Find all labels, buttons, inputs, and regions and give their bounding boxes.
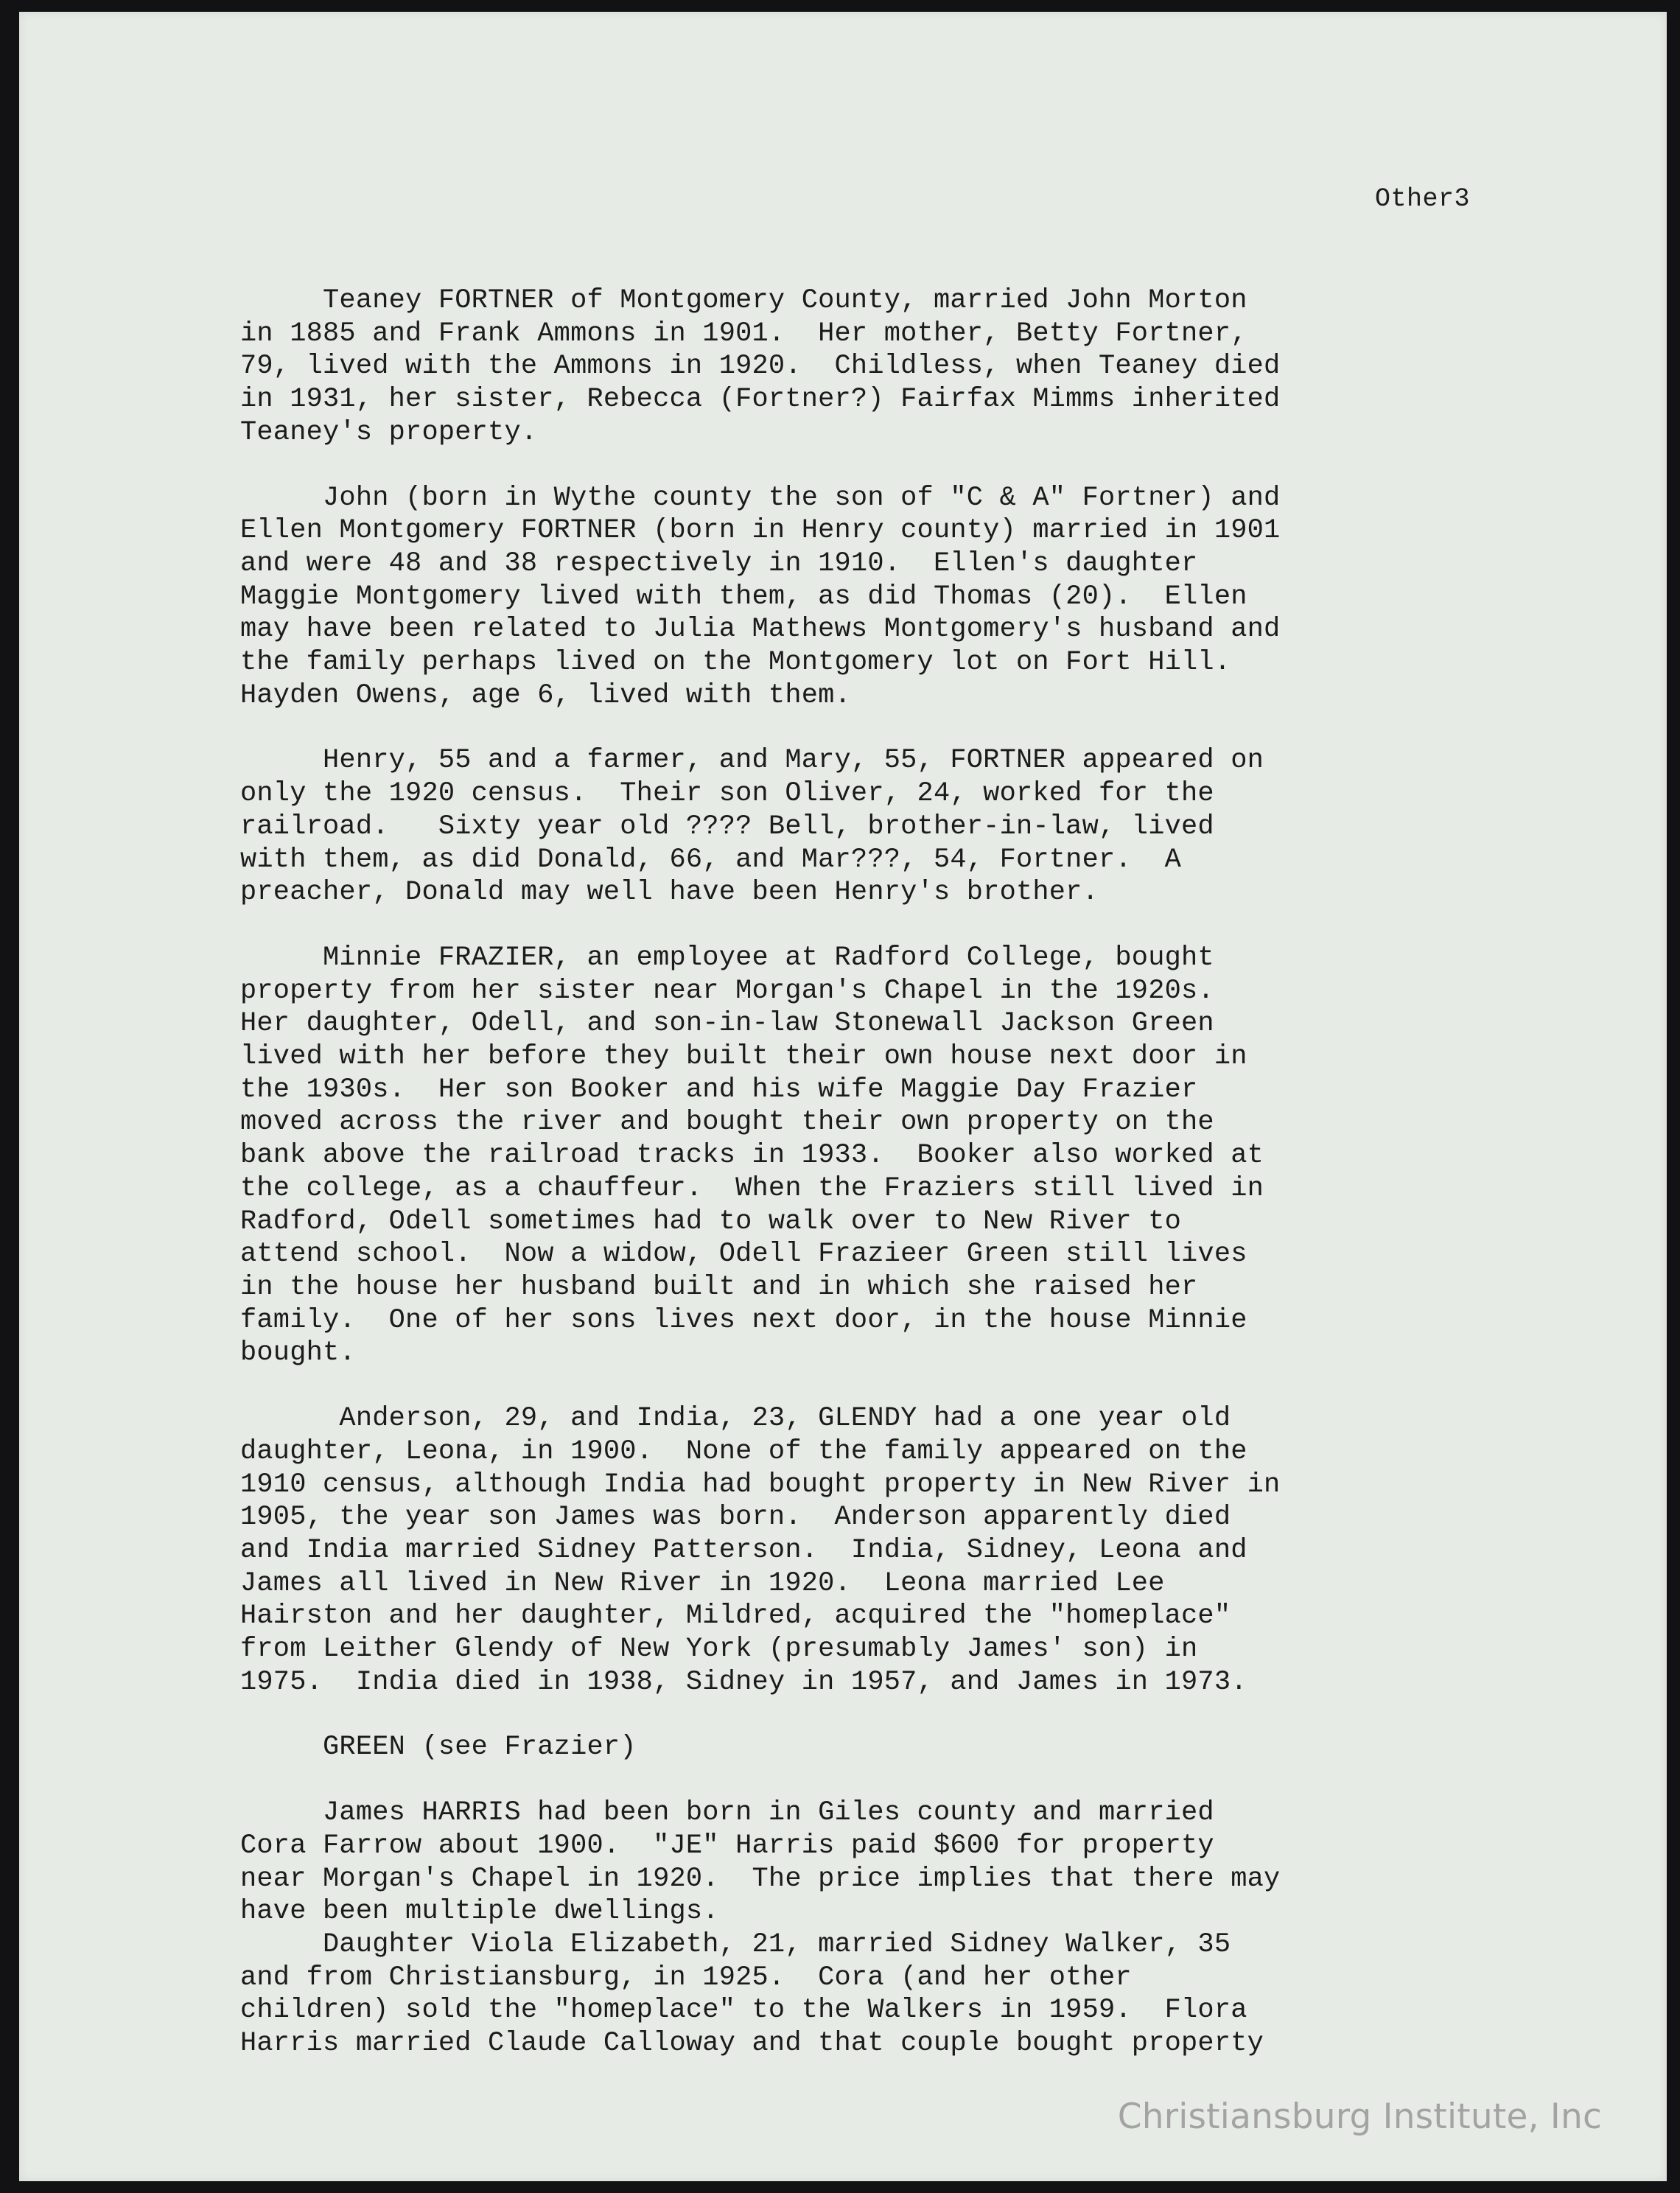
text-line: only the 1920 census. Their son Oliver, 24, worked for the xyxy=(240,778,1214,810)
text-line: and were 48 and 38 respectively in 1910. Ellen's daughter xyxy=(240,548,1198,579)
text-line: from Leither Glendy of New York (presumably James' son) in xyxy=(240,1634,1198,1665)
text-line: Her daughter, Odell, and son-in-law Stonewall Jackson Green xyxy=(240,1008,1214,1040)
text-line: James HARRIS had been born in Giles county and married xyxy=(240,1797,1214,1829)
paragraph-fortner-john-ellen xyxy=(240,482,1508,713)
text-line: Cora Farrow about 1900. "JE" Harris paid $600 for property xyxy=(240,1830,1214,1861)
paragraph-fortner-teaney xyxy=(240,284,1508,450)
text-line: 79, lived with the Ammons in 1920. Childless, when Teaney died xyxy=(240,351,1281,382)
text-line: Hairston and her daughter, Mildred, acquired the "homeplace" xyxy=(240,1601,1231,1632)
text-line: near Morgan's Chapel in 1920. The price implies that there may xyxy=(240,1863,1281,1895)
text-line: the college, as a chauffeur. When the Fraziers still lived in xyxy=(240,1172,1264,1204)
text-line: Teaney's property. xyxy=(240,416,538,448)
text-line: 1905, the year son James was born. Anderson apparently died xyxy=(240,1502,1231,1533)
page-reference: Other3 xyxy=(1375,184,1471,214)
text-line: GREEN (see Frazier) xyxy=(240,1732,637,1763)
text-line: in 1885 and Frank Ammons in 1901. Her mother, Betty Fortner, xyxy=(240,318,1247,349)
text-line: daughter, Leona, in 1900. None of the family appeared on the xyxy=(240,1435,1247,1467)
text-line: and from Christiansburg, in 1925. Cora (and her other xyxy=(240,1962,1132,1993)
paragraph-fortner-henry-mary xyxy=(240,744,1508,909)
paragraph-glendy xyxy=(240,1402,1508,1699)
text-line: James all lived in New River in 1920. Leona married Lee xyxy=(240,1567,1165,1599)
text-line: Ellen Montgomery FORTNER (born in Henry county) married in 1901 xyxy=(240,515,1281,547)
watermark: Christiansburg Institute, Inc xyxy=(1117,2096,1602,2137)
text-line: Hayden Owens, age 6, lived with them. xyxy=(240,679,851,711)
text-line: and India married Sidney Patterson. India, Sidney, Leona and xyxy=(240,1534,1247,1566)
text-line: 1910 census, although India had bought property in New River in xyxy=(240,1469,1281,1500)
text-line: John (born in Wythe county the son of "C & A" Fortner) and xyxy=(240,482,1281,514)
text-line: bank above the railroad tracks in 1933. Booker also worked at xyxy=(240,1140,1264,1172)
text-line: attend school. Now a widow, Odell Frazieer Green still lives xyxy=(240,1239,1247,1270)
document-body xyxy=(240,284,1508,2060)
text-line: moved across the river and bought their own property on the xyxy=(240,1107,1214,1139)
text-line: family. One of her sons lives next door, in the house Minnie xyxy=(240,1304,1247,1336)
text-line: the 1930s. Her son Booker and his wife Maggie Day Frazier xyxy=(240,1074,1198,1105)
text-line: Minnie FRAZIER, an employee at Radford College, bought xyxy=(240,942,1214,973)
text-line: in the house her husband built and in which she raised her xyxy=(240,1271,1198,1303)
text-line: Radford, Odell sometimes had to walk over to New River to xyxy=(240,1206,1182,1237)
paragraph-green xyxy=(240,1731,1508,1764)
text-line: the family perhaps lived on the Montgomery lot on Fort Hill. xyxy=(240,647,1231,679)
text-line: Henry, 55 and a farmer, and Mary, 55, FORTNER appeared on xyxy=(240,745,1264,777)
text-line: lived with her before they built their own house next door in xyxy=(240,1041,1247,1073)
text-line: property from her sister near Morgan's Chapel in the 1920s. xyxy=(240,975,1214,1007)
text-line: Maggie Montgomery lived with them, as did Thomas (20). Ellen xyxy=(240,581,1247,612)
text-line: bought. xyxy=(240,1337,356,1369)
text-line: Harris married Claude Calloway and that couple bought property xyxy=(240,2028,1264,2060)
text-line: with them, as did Donald, 66, and Mar???, 54, Fortner. A xyxy=(240,844,1182,875)
paragraph-harris xyxy=(240,1797,1508,2060)
text-line: railroad. Sixty year old ???? Bell, brother-in-law, lived xyxy=(240,811,1214,842)
text-line: children) sold the "homeplace" to the Walkers in 1959. Flora xyxy=(240,1995,1247,2026)
text-line: Teaney FORTNER of Montgomery County, married John Morton xyxy=(240,285,1247,316)
text-line: 1975. India died in 1938, Sidney in 1957, and James in 1973. xyxy=(240,1666,1247,1698)
paragraph-frazier xyxy=(240,942,1508,1370)
paper-sheet xyxy=(19,12,1667,2181)
text-line: may have been related to Julia Mathews Montgomery's husband and xyxy=(240,614,1281,646)
text-line: in 1931, her sister, Rebecca (Fortner?) Fairfax Mimms inherited xyxy=(240,384,1281,416)
text-line: preacher, Donald may well have been Henry's brother. xyxy=(240,877,1099,909)
text-line: have been multiple dwellings. xyxy=(240,1896,719,1928)
text-line: Anderson, 29, and India, 23, GLENDY had a one year old xyxy=(240,1403,1231,1435)
text-line: Daughter Viola Elizabeth, 21, married Sidney Walker, 35 xyxy=(240,1928,1231,1960)
